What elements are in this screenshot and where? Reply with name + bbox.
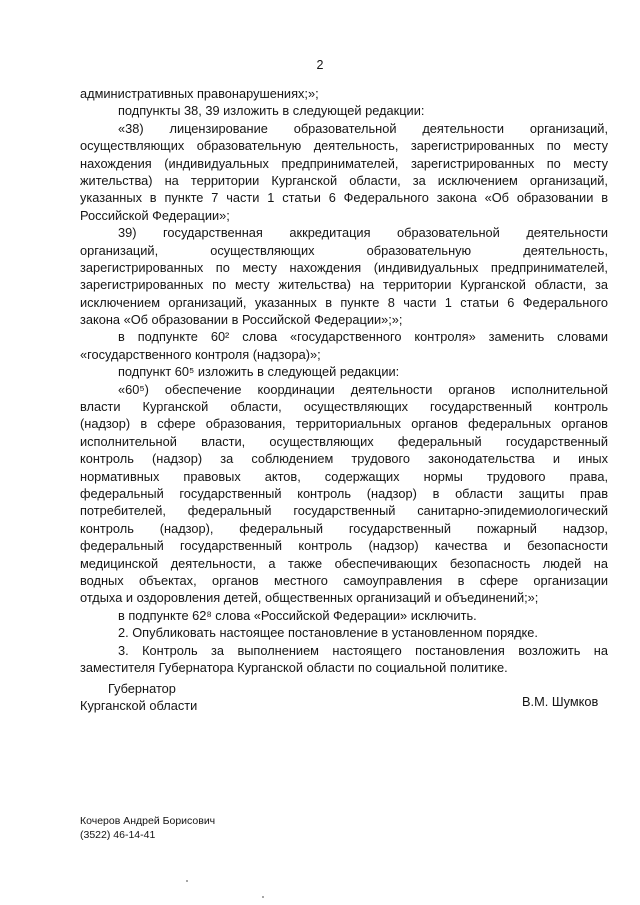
text-line: медицинской деятельности, а также обеспечивающих безопасность людей на bbox=[80, 555, 608, 571]
text-line: (надзор) в сфере образования, территориальных органов федеральных органов bbox=[80, 416, 608, 432]
text-line: федеральный государственный контроль (надзор) качества и безопасности bbox=[80, 538, 608, 554]
text-line: Российской Федерации»; bbox=[80, 207, 230, 223]
text-line: указанных в пункте 7 части 1 статьи 6 Федерального закона «Об образовании в bbox=[80, 190, 608, 206]
scan-speck bbox=[262, 896, 264, 898]
executor-block bbox=[80, 814, 215, 842]
text-line: исполнительной власти, осуществляющих федеральный государственный bbox=[80, 433, 608, 449]
text-line: заместителя Губернатора Курганской области по социальной политике. bbox=[80, 659, 508, 675]
signature-title-line2: Курганской области bbox=[80, 698, 198, 713]
text-line: подпункт 60⁵ изложить в следующей редакции: bbox=[118, 364, 400, 380]
text-line: потребителей, федеральный государственный санитарно-эпидемиологический bbox=[80, 503, 608, 519]
text-line: контроль (надзор), федеральный государственный пожарный надзор, bbox=[80, 520, 608, 536]
text-line: «38) лицензирование образовательной деятельности организаций, bbox=[118, 120, 608, 136]
text-line: в подпункте 60² слова «государственного контроля» заменить словами bbox=[118, 329, 608, 345]
text-line: «государственного контроля (надзора)»; bbox=[80, 346, 321, 362]
scan-speck bbox=[186, 880, 188, 882]
executor-phone: (3522) 46-14-41 bbox=[80, 829, 156, 841]
executor-name: Кочеров Андрей Борисович bbox=[80, 815, 216, 827]
text-line: подпункты 38, 39 изложить в следующей редакции: bbox=[118, 103, 425, 119]
text-line: закона «Об образовании в Российской Федерации»;»; bbox=[80, 312, 403, 328]
text-line: жительства) на территории Курганской области, за исключением организаций, bbox=[80, 172, 608, 188]
text-line: нормативных правовых актов, содержащих нормы трудового права, bbox=[80, 468, 608, 484]
signature-name: В.М. Шумков bbox=[522, 694, 599, 709]
text-line: 39) государственная аккредитация образовательной деятельности bbox=[118, 225, 608, 241]
signature-title-line1: Губернатор bbox=[108, 681, 176, 696]
page-number: 2 bbox=[316, 58, 324, 72]
text-line: исключением организаций, указанных в пункте 8 части 1 статьи 6 Федерального bbox=[80, 294, 608, 310]
text-line: зарегистрированных по месту нахождения (индивидуальных предпринимателей, bbox=[80, 259, 608, 275]
document-body bbox=[80, 85, 608, 676]
text-line: «60⁵) обеспечение координации деятельности органов исполнительной bbox=[118, 381, 608, 397]
text-line: организаций, осуществляющих образовательную деятельность, bbox=[80, 242, 608, 258]
text-line: зарегистрированных по месту жительства) на территории Курганской области, за bbox=[80, 277, 608, 293]
text-line: осуществляющих образовательную деятельность, зарегистрированных по месту bbox=[80, 138, 608, 154]
text-line: контроль (надзор) за соблюдением трудового законодательства и иных bbox=[80, 451, 608, 467]
text-line: 3. Контроль за выполнением настоящего постановления возложить на bbox=[118, 642, 608, 658]
text-line: в подпункте 62⁸ слова «Российской Федерации» исключить. bbox=[118, 607, 477, 623]
text-line: федеральный государственный контроль (надзор) в области защиты прав bbox=[80, 485, 608, 501]
text-line: 2. Опубликовать настоящее постановление в установленном порядке. bbox=[118, 625, 538, 641]
text-line: нахождения (индивидуальных предпринимателей, зарегистрированных по месту bbox=[80, 155, 608, 171]
text-line: отдыха и оздоровления детей, общественных организаций и объединений;»; bbox=[80, 590, 539, 606]
text-line: власти Курганской области, осуществляющих государственный контроль bbox=[80, 399, 608, 415]
text-line: административных правонарушениях;»; bbox=[80, 86, 319, 101]
text-line: водных объектах, органов местного самоуправления в сфере организации bbox=[80, 572, 608, 588]
